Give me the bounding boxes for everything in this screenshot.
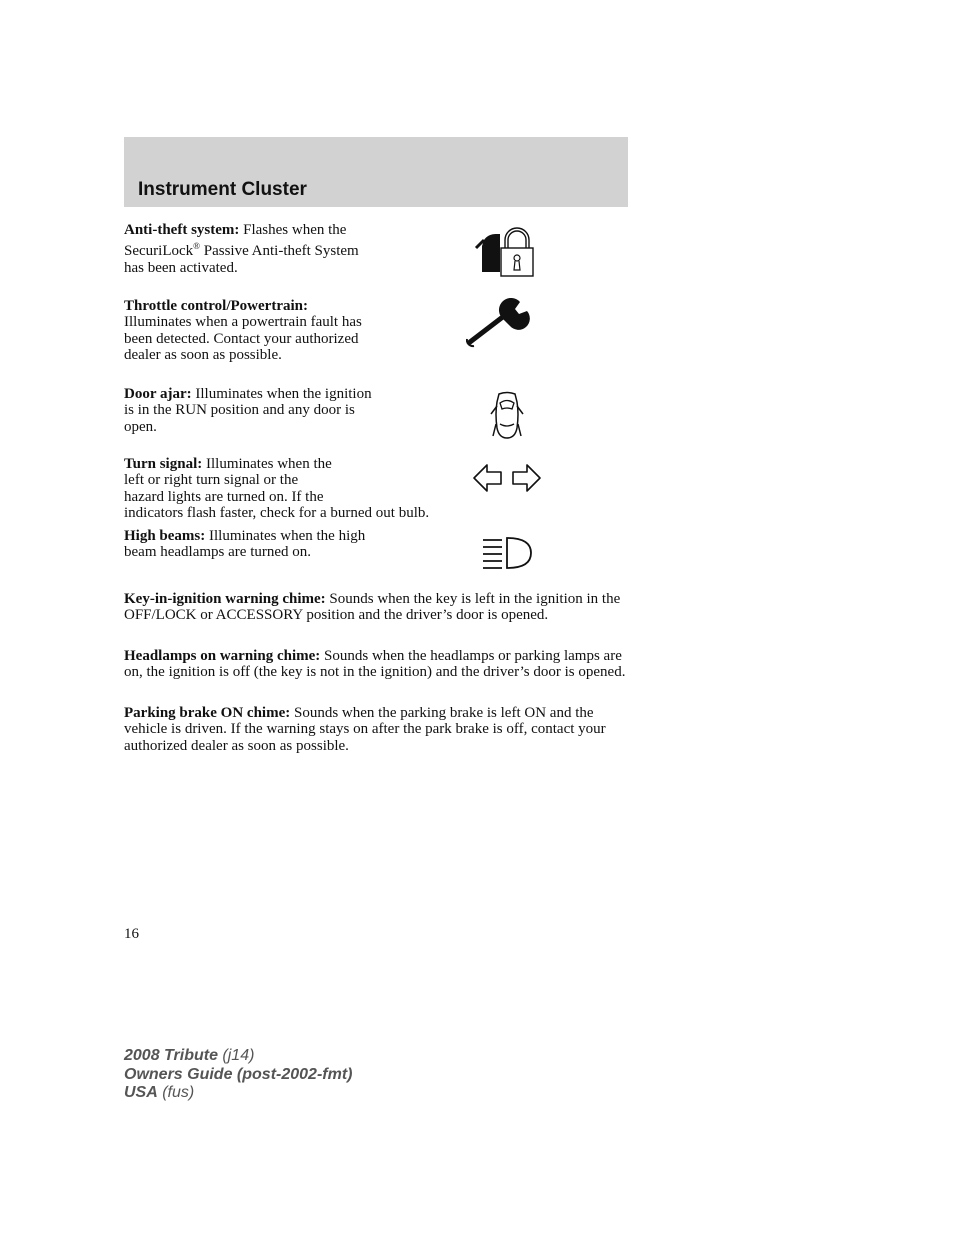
high-beam-icon (481, 536, 535, 570)
section-header-band (124, 137, 628, 207)
document-footer: 2008 Tribute (j14) Owners Guide (post-2002-fmt) USA (fus) (124, 1047, 353, 1101)
high-beams-description: High beams: Illuminates when the high beam headlamps are turned on. (124, 528, 366, 561)
high-beams-term: High beams: (124, 528, 206, 544)
parking-brake-chime-term: Parking brake ON chime: (124, 705, 291, 721)
key-in-ignition-chime-paragraph: Key-in-ignition warning chime: Sounds when the key is left in the ignition in the OFF/LOCK or ACCESSORY position and the driver’s door is opened. (124, 591, 621, 624)
door-ajar-description: Door ajar: Illuminates when the ignition is in the RUN position and any door is open. (124, 386, 372, 435)
anti-theft-lock-icon (474, 226, 538, 280)
wrench-icon (466, 298, 532, 348)
headlamps-on-chime-term: Headlamps on warning chime: (124, 648, 321, 664)
throttle-control-term: Throttle control/Powertrain: (124, 298, 308, 314)
throttle-control-description: Throttle control/Powertrain: Illuminates when a powertrain fault has been detected. Contact your authorized dealer as soon as possible. (124, 298, 362, 364)
section-title: Instrument Cluster (138, 179, 307, 200)
anti-theft-description: Anti-theft system: Flashes when the SecuriLock® Passive Anti-theft System has been activated. (124, 222, 359, 276)
parking-brake-chime-paragraph: Parking brake ON chime: Sounds when the parking brake is left ON and the vehicle is driven. If the warning stays on after the park brake is off, contact your authorized dealer as soon as possible. (124, 705, 606, 754)
door-ajar-icon (489, 390, 525, 442)
turn-signal-arrows-icon (472, 462, 542, 494)
turn-signal-term: Turn signal: (124, 456, 203, 472)
door-ajar-term: Door ajar: (124, 386, 192, 402)
page-number: 16 (124, 926, 139, 942)
headlamps-on-chime-paragraph: Headlamps on warning chime: Sounds when the headlamps or parking lamps are on, the ignition is off (the key is not in the ignition) and the driver’s door is opened. (124, 648, 626, 681)
anti-theft-term: Anti-theft system: (124, 222, 240, 238)
turn-signal-description: Turn signal: Illuminates when the left or right turn signal or the hazard lights are turned on. If the indicators flash faster, check for a burned out bulb. (124, 456, 430, 522)
key-in-ignition-chime-term: Key-in-ignition warning chime: (124, 591, 326, 607)
